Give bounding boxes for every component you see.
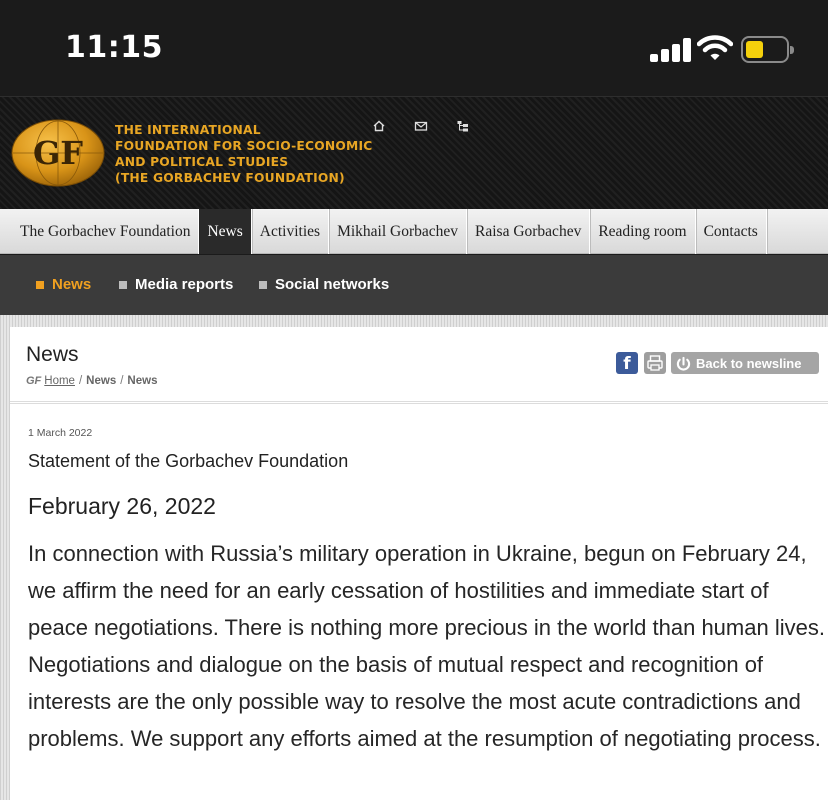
foundation-name-line: (THE GORBACHEV FOUNDATION) [115,171,345,185]
content-card [10,327,828,800]
breadcrumb-separator: / [78,375,83,387]
nav-item-mikhail-gorbachev[interactable]: Mikhail Gorbachev [329,209,467,254]
facebook-share-button[interactable]: f [616,352,638,374]
bullet-square-icon [259,281,267,289]
subnav-label: Social networks [275,276,390,293]
article-title: Statement of the Gorbachev Foundation [28,451,349,471]
foundation-name-line: FOUNDATION FOR SOCIO-ECONOMIC [115,139,373,153]
back-button-label: Back to newsline [696,355,802,371]
cellular-signal-icon [650,38,692,62]
nav-item-reading-room[interactable]: Reading room [590,209,695,254]
article-body: In connection with Russia’s military operation in Ukraine, begun on February 24, we affirm the need for an early cessation of hostilities and immediate start of peace negotiations. There is nothing more precious in the world than human lives. Negotiations and dialogue on the basis of mutual respect and recognition of interests are the only possible way to resolve the most acute contradictions and problems. We support any efforts aimed at the resumption of negotiating process. [28,541,825,751]
breadcrumb-current: News [127,375,158,387]
foundation-logo-emblem[interactable] [11,119,105,187]
foundation-name-line: THE INTERNATIONAL [115,123,261,137]
wifi-icon [697,34,733,62]
status-time: 11:15 [65,30,163,65]
nav-item-contacts[interactable]: Contacts [696,209,767,254]
breadcrumb-logo-icon: GF [26,375,42,387]
breadcrumb-separator: / [120,375,124,387]
bullet-square-icon [119,281,127,289]
subnav-label: News [52,276,92,293]
battery-icon [741,36,789,63]
nav-item-activities[interactable]: Activities [252,209,329,254]
nav-item-raisa-gorbachev[interactable]: Raisa Gorbachev [467,209,590,254]
status-bar [0,0,828,96]
print-button[interactable] [644,352,666,374]
main-navigation [0,209,828,254]
bullet-square-icon [36,281,44,289]
article-subtitle: February 26, 2022 [28,493,216,519]
breadcrumb-home-link[interactable]: Home [44,375,75,387]
page-title: News [26,343,79,366]
breadcrumb [26,375,157,387]
subnav-item-social-networks[interactable] [259,276,389,293]
article [28,427,828,757]
nav-item-news[interactable]: News [199,209,251,254]
nav-item-gorbachev-foundation[interactable]: The Gorbachev Foundation [0,209,199,254]
site-header [0,96,828,209]
back-arrow-icon [676,356,691,371]
card-header [10,327,828,404]
article-date: 1 March 2022 [28,427,93,439]
logo-mark: GF [32,134,84,172]
sitemap-icon[interactable] [456,119,470,133]
subnav-item-news[interactable] [36,276,91,293]
home-icon[interactable] [372,119,386,133]
foundation-name-line: AND POLITICAL STUDIES [115,155,289,169]
foundation-name[interactable] [115,122,373,186]
sub-navigation [0,255,828,315]
subnav-label: Media reports [135,276,234,293]
back-to-newsline-button[interactable] [671,352,819,374]
mail-icon[interactable] [414,119,428,133]
printer-icon [644,352,666,374]
subnav-item-media-reports[interactable] [119,276,233,293]
breadcrumb-news-link[interactable]: News [86,375,117,387]
